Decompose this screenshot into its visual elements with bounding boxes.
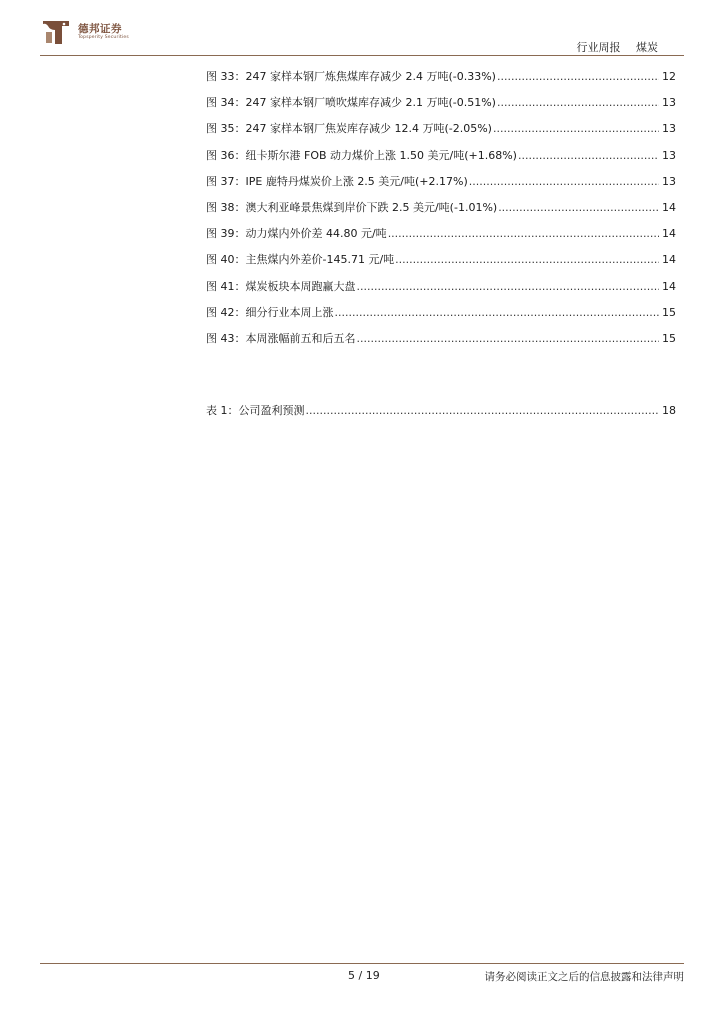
report-header bbox=[577, 39, 659, 55]
toc-entry-page: 13 bbox=[662, 122, 676, 136]
toc-entry-title: 表 1：公司盈利预测 bbox=[206, 404, 305, 417]
report-industry: 煤炭 bbox=[636, 41, 658, 54]
toc-entry-title: 图 35：247 家样本钢厂焦炭库存减少 12.4 万吨(-2.05%) bbox=[206, 122, 492, 136]
toc-entry-page: 18 bbox=[662, 404, 676, 417]
toc-entry[interactable] bbox=[206, 326, 676, 352]
toc-entry[interactable] bbox=[206, 221, 676, 247]
toc-leader-dots bbox=[335, 300, 660, 326]
toc-entry[interactable] bbox=[206, 274, 676, 300]
toc-leader-dots bbox=[497, 64, 659, 90]
toc-entry-page: 13 bbox=[662, 174, 676, 188]
toc-entry-title: 图 34：247 家样本钢厂喷吹煤库存减少 2.1 万吨(-0.51%) bbox=[206, 96, 496, 110]
brand-name-en: Topsperity Securities bbox=[78, 35, 129, 40]
toc-leader-dots bbox=[395, 247, 659, 273]
disclaimer-note: 请务必阅读正文之后的信息披露和法律声明 bbox=[484, 971, 684, 983]
toc-entry[interactable] bbox=[206, 64, 676, 90]
report-category: 行业周报 bbox=[576, 41, 621, 54]
toc-entry-page: 15 bbox=[662, 305, 676, 319]
figure-toc-list bbox=[206, 64, 676, 352]
toc-entry[interactable] bbox=[206, 169, 676, 195]
toc-leader-dots bbox=[357, 326, 660, 352]
toc-entry-page: 13 bbox=[662, 96, 676, 110]
page-number: 5 / 19 bbox=[348, 969, 380, 982]
toc-leader-dots bbox=[498, 195, 659, 221]
toc-entry-title: 图 39：动力煤内外价差 44.80 元/吨 bbox=[206, 227, 387, 241]
toc-leader-dots bbox=[497, 90, 659, 116]
toc-entry[interactable] bbox=[206, 90, 676, 116]
toc-entry-title: 图 42：细分行业本周上涨 bbox=[206, 305, 334, 319]
toc-entry-title: 图 40：主焦煤内外差价-145.71 元/吨 bbox=[206, 253, 395, 267]
table-toc-list bbox=[206, 398, 676, 424]
toc-entry-page: 14 bbox=[662, 200, 676, 214]
toc-entry-page: 13 bbox=[662, 148, 676, 162]
toc-entry-page: 15 bbox=[662, 331, 676, 345]
toc-leader-dots bbox=[388, 221, 659, 247]
toc-entry-page: 14 bbox=[662, 279, 676, 293]
toc-entry-page: 14 bbox=[662, 253, 676, 267]
toc-entry-page: 14 bbox=[662, 227, 676, 241]
toc-entry[interactable] bbox=[206, 116, 676, 142]
toc-entry[interactable] bbox=[206, 300, 676, 326]
toc-entry-title: 图 36：纽卡斯尔港 FOB 动力煤价上涨 1.50 美元/吨(+1.68%) bbox=[206, 148, 517, 162]
brand-name-cn: 德邦证券 bbox=[78, 22, 122, 35]
brand-logo bbox=[40, 16, 129, 48]
header-divider bbox=[40, 55, 684, 56]
toc-entry-page: 12 bbox=[662, 70, 676, 83]
toc-entry-title: 图 37：IPE 鹿特丹煤炭价上涨 2.5 美元/吨(+2.17%) bbox=[206, 174, 468, 188]
footer-divider bbox=[40, 963, 684, 964]
toc-entry[interactable] bbox=[206, 143, 676, 169]
toc-entry[interactable] bbox=[206, 247, 676, 273]
toc-leader-dots bbox=[493, 116, 659, 142]
toc-leader-dots bbox=[518, 143, 659, 169]
toc-leader-dots bbox=[357, 274, 660, 300]
toc-entry[interactable] bbox=[206, 195, 676, 221]
toc-leader-dots bbox=[306, 398, 660, 424]
brand-logo-icon bbox=[40, 16, 72, 48]
toc-entry-title: 图 38：澳大利亚峰景焦煤到岸价下跌 2.5 美元/吨(-1.01%) bbox=[206, 200, 498, 214]
toc-entry-title: 图 41：煤炭板块本周跑赢大盘 bbox=[206, 279, 356, 293]
toc-entry-title: 图 43：本周涨幅前五和后五名 bbox=[206, 331, 356, 345]
toc-entry-title: 图 33：247 家样本钢厂炼焦煤库存减少 2.4 万吨(-0.33%) bbox=[206, 70, 496, 83]
toc-leader-dots bbox=[469, 169, 659, 195]
toc-entry[interactable] bbox=[206, 398, 676, 424]
